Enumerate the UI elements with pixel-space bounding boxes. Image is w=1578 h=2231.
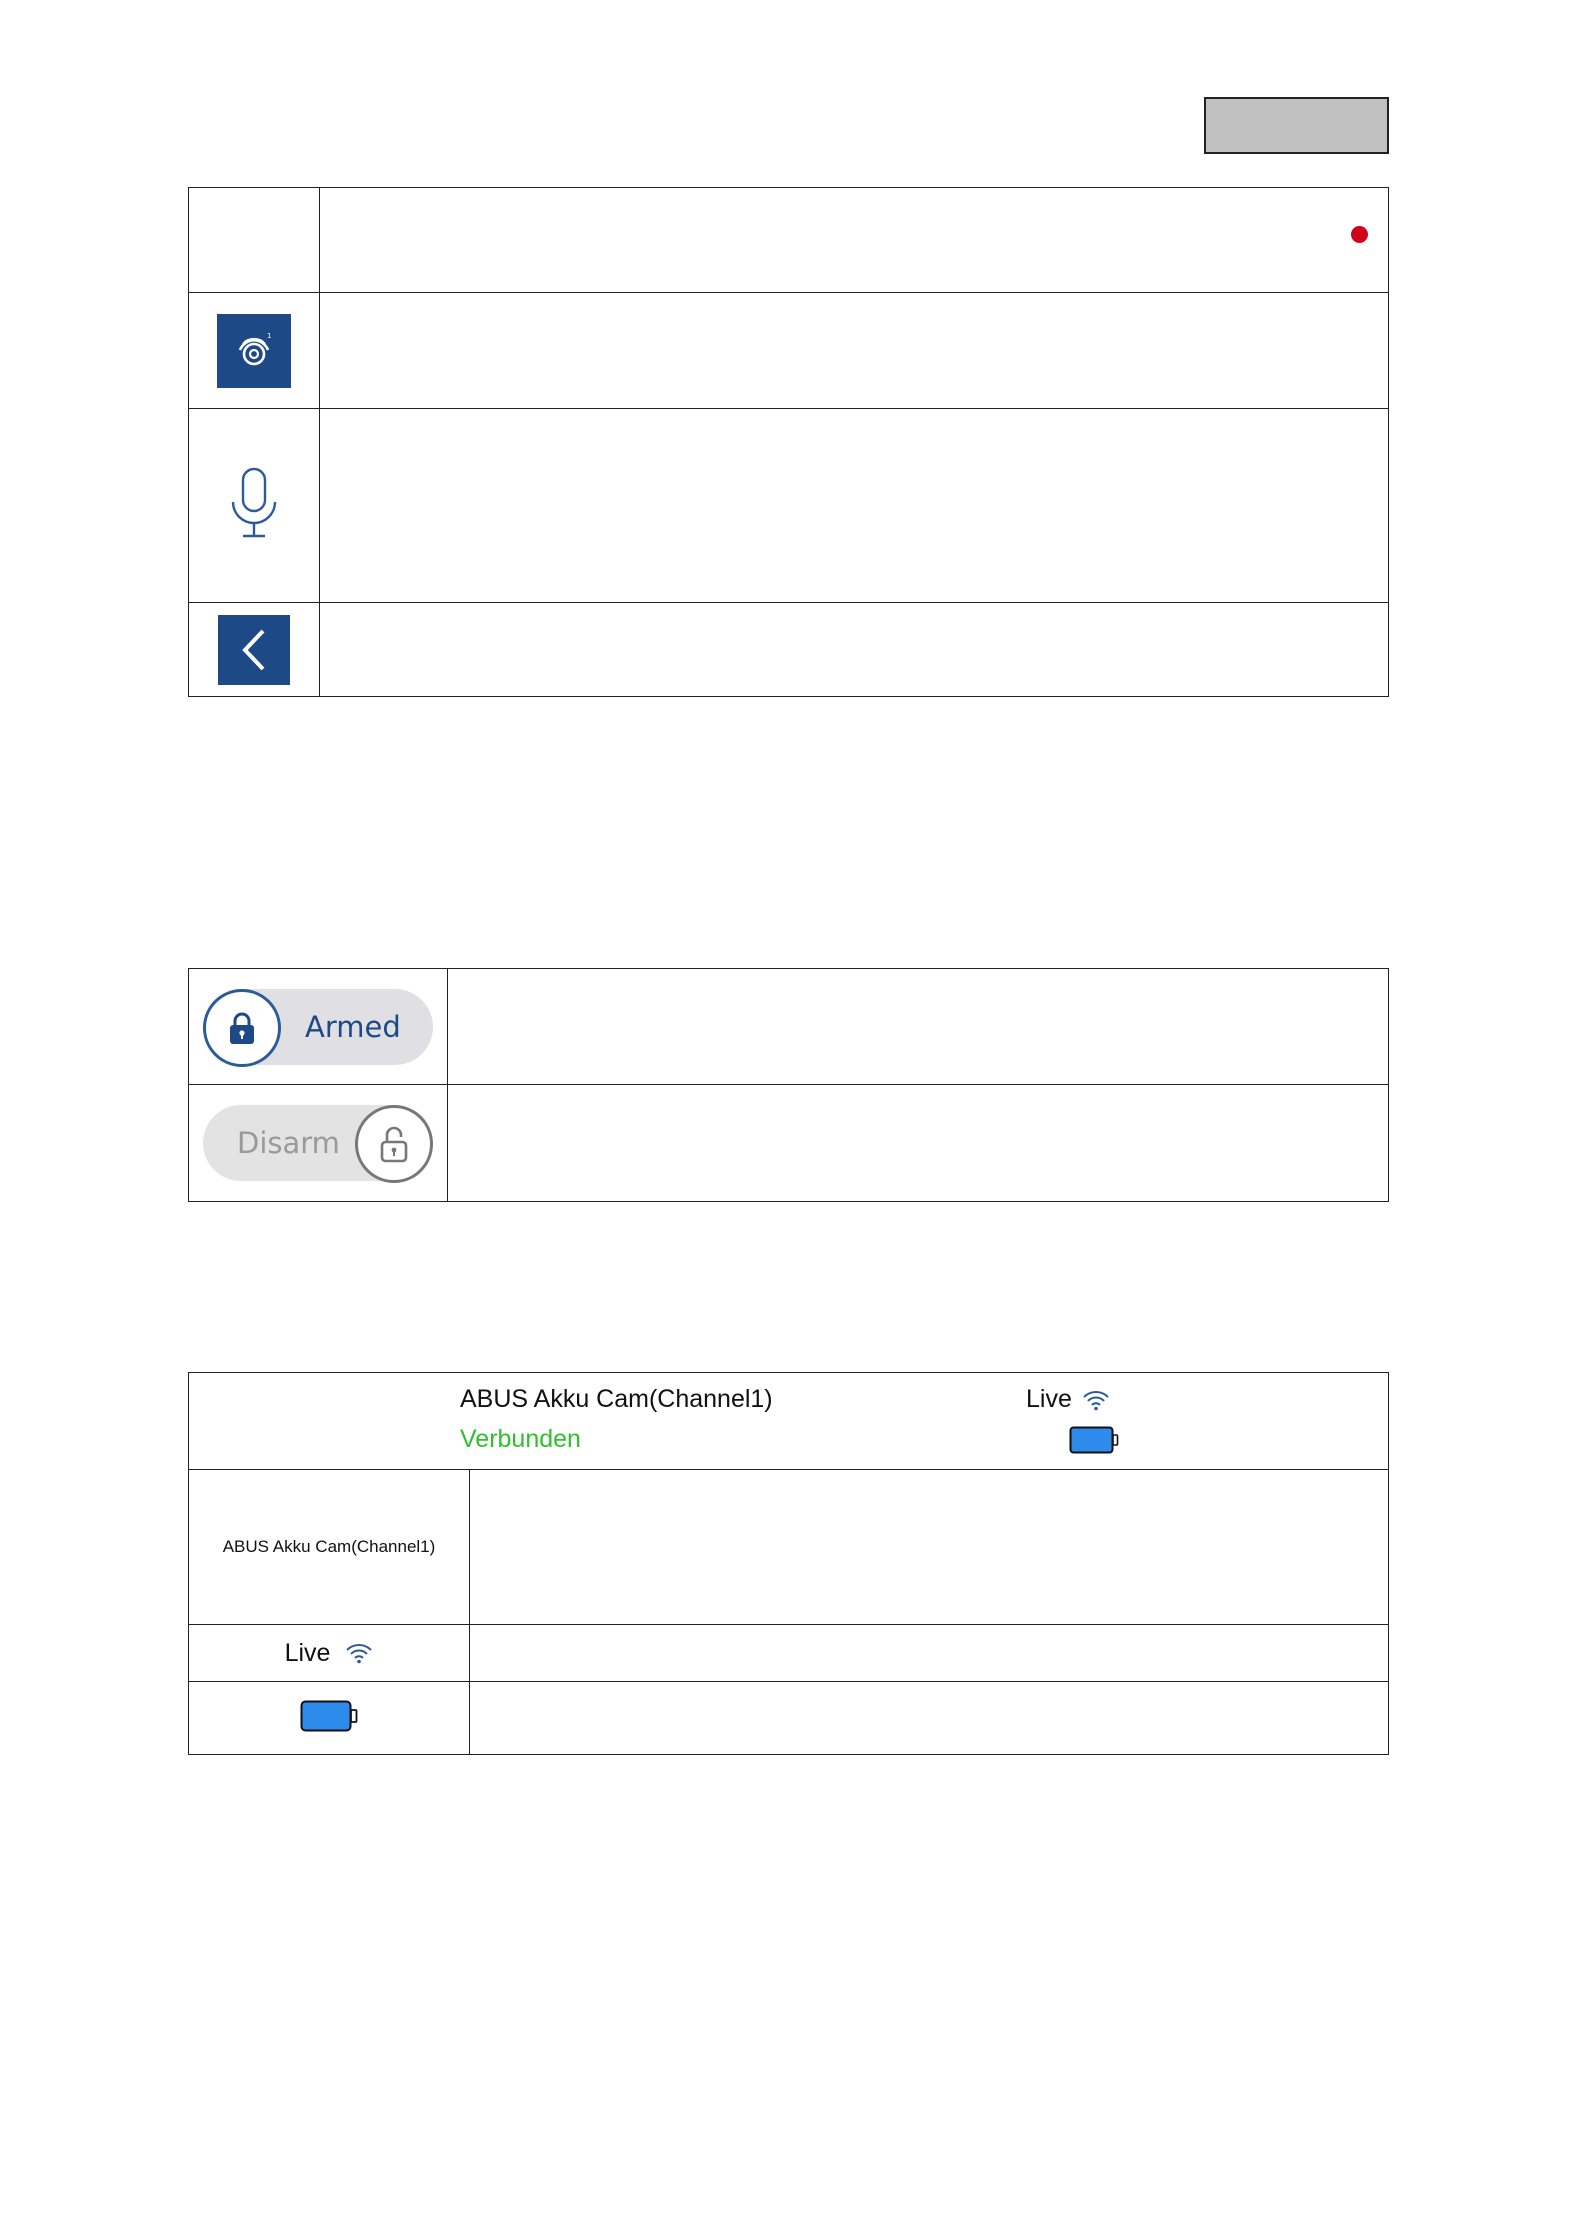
record-dot-icon [1351, 226, 1368, 243]
unlock-icon [355, 1105, 433, 1183]
microphone-icon [228, 527, 280, 544]
table-row [189, 1373, 1389, 1470]
live-cell [189, 1625, 470, 1682]
table-row [189, 603, 1389, 697]
connection-status: Verbunden [460, 1425, 581, 1453]
armed-toggle [203, 989, 433, 1065]
camera-header [189, 1373, 1388, 1469]
table-row [189, 1625, 1389, 1682]
live-label: Live [1026, 1385, 1072, 1413]
chevron-left-icon [218, 615, 290, 685]
disarm-label: Disarm [237, 1126, 340, 1160]
description-cell [320, 188, 1389, 293]
battery-cell [189, 1682, 470, 1755]
header-box [1204, 97, 1389, 154]
camera-name: ABUS Akku Cam(Channel1) [460, 1385, 773, 1413]
table-row [189, 969, 1389, 1085]
lock-icon [203, 989, 281, 1067]
description-cell [448, 1085, 1389, 1202]
description-cell [320, 293, 1389, 409]
table-row [189, 293, 1389, 409]
icon-cell [189, 293, 320, 409]
controls-table [188, 187, 1389, 697]
battery-icon [300, 1700, 358, 1732]
table-row [189, 1470, 1389, 1625]
icon-cell [189, 1085, 448, 1202]
live-indicator [1026, 1385, 1110, 1414]
table-row [189, 409, 1389, 603]
description-cell [470, 1682, 1389, 1755]
armed-label: Armed [305, 1009, 401, 1044]
description-cell [320, 603, 1389, 697]
icon-cell [189, 603, 320, 697]
disarm-toggle [203, 1105, 433, 1181]
table-row [189, 1682, 1389, 1755]
camera-name-cell [189, 1470, 470, 1625]
camera-name-label: ABUS Akku Cam(Channel1) [222, 1537, 436, 1556]
description-cell [470, 1625, 1389, 1682]
battery-icon [1069, 1426, 1119, 1454]
camera-header-cell [189, 1373, 1389, 1470]
table-row [189, 188, 1389, 293]
icon-cell [189, 969, 448, 1085]
description-cell [470, 1470, 1389, 1625]
description-cell [320, 409, 1389, 603]
camera-status-table [188, 1372, 1389, 1755]
svg-text:1: 1 [267, 331, 272, 340]
description-cell [448, 969, 1389, 1085]
camera-icon [217, 314, 291, 388]
wifi-icon [1082, 1389, 1110, 1411]
wifi-icon [345, 1642, 373, 1664]
icon-cell [189, 188, 320, 293]
arm-mode-table [188, 968, 1389, 1202]
icon-cell [189, 409, 320, 603]
live-label: Live [284, 1638, 331, 1667]
table-row [189, 1085, 1389, 1202]
